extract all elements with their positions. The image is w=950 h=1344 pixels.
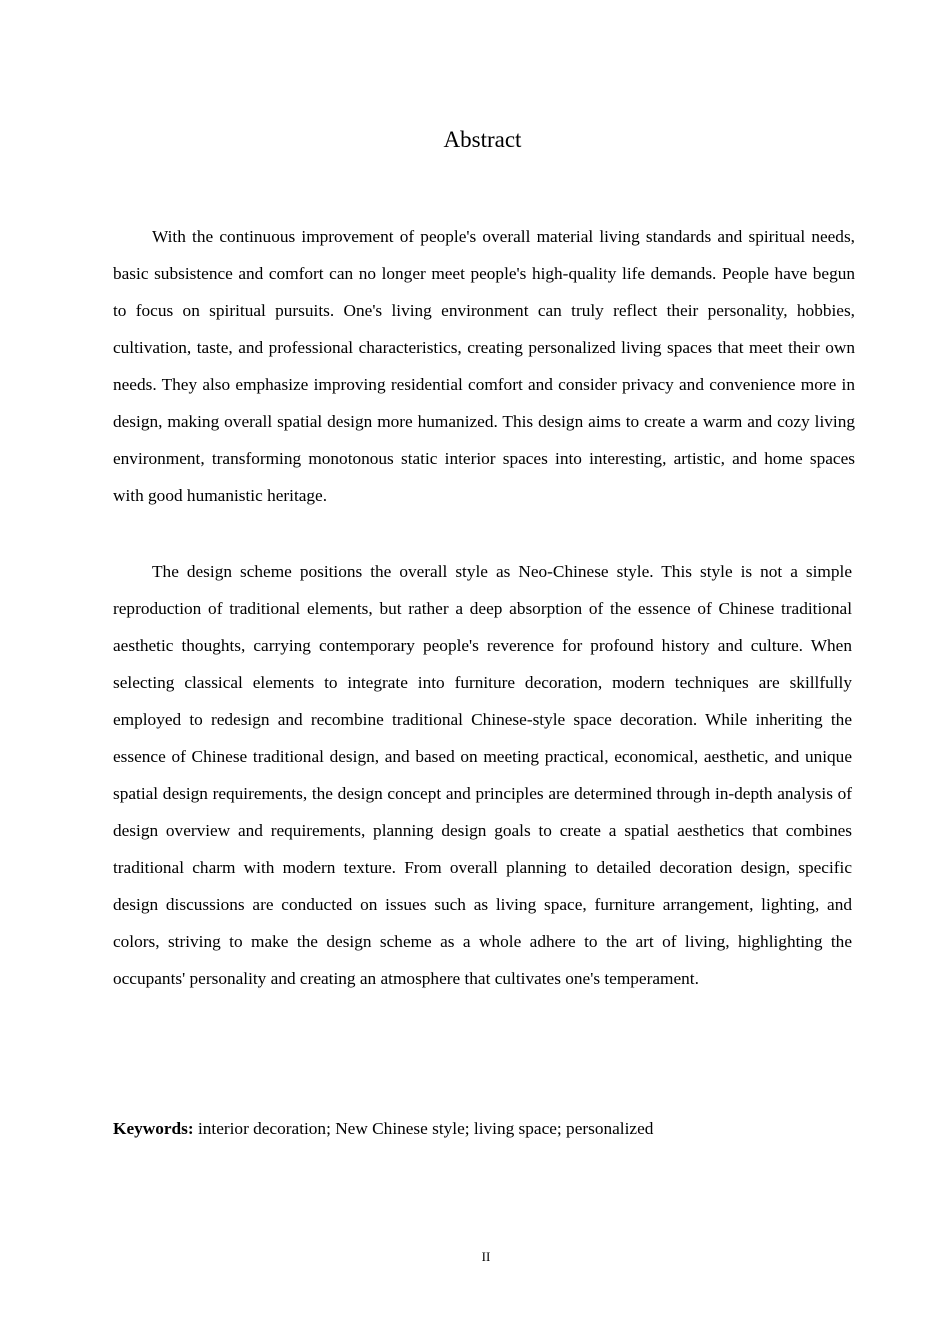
keywords-label: Keywords:: [113, 1119, 194, 1138]
abstract-title: Abstract: [443, 127, 522, 152]
page-number: II: [481, 1249, 491, 1264]
abstract-paragraph-2: The design scheme positions the overall style as Neo-Chinese style. This style is not a simple reproduction of traditional elements, but rather a deep absorption of the essence of Chinese traditional aesthetic thoughts, carrying contemporary people's reverence for profound history and culture. When selecting classical elements to integrate into furniture decoration, modern techniques are skillfully employed to redesign and recombine traditional Chinese-style space decoration. While inheriting the essence of Chinese traditional design, and based on meeting practical, economical, aesthetic, and unique spatial design requirements, the design concept and principles are determined through in-depth analysis of design overview and requirements, planning design goals to create a spatial aesthetics that combines traditional charm with modern texture. From overall planning to detailed decoration design, specific design discussions are conducted on issues such as living space, furniture arrangement, lighting, and colors, striving to make the design scheme as a whole adhere to the art of living, highlighting the occupants' personality and creating an atmosphere that cultivates one's temperament.: [113, 562, 852, 988]
keywords-text: interior decoration; New Chinese style; living space; personalized: [193, 1119, 654, 1138]
keywords-line: [113, 1113, 653, 1145]
abstract-paragraph-1: With the continuous improvement of people's overall material living standards and spiritual needs, basic subsistence and comfort can no longer meet people's high-quality life demands. People have begun to focus on spiritual pursuits. One's living environment can truly reflect their personality, hobbies, cultivation, taste, and professional characteristics, creating personalized living spaces that meet their own needs. They also emphasize improving residential comfort and consider privacy and convenience more in design, making overall spatial design more humanized. This design aims to create a warm and cozy living environment, transforming monotonous static interior spaces into interesting, artistic, and home spaces with good humanistic heritage.: [113, 227, 855, 505]
